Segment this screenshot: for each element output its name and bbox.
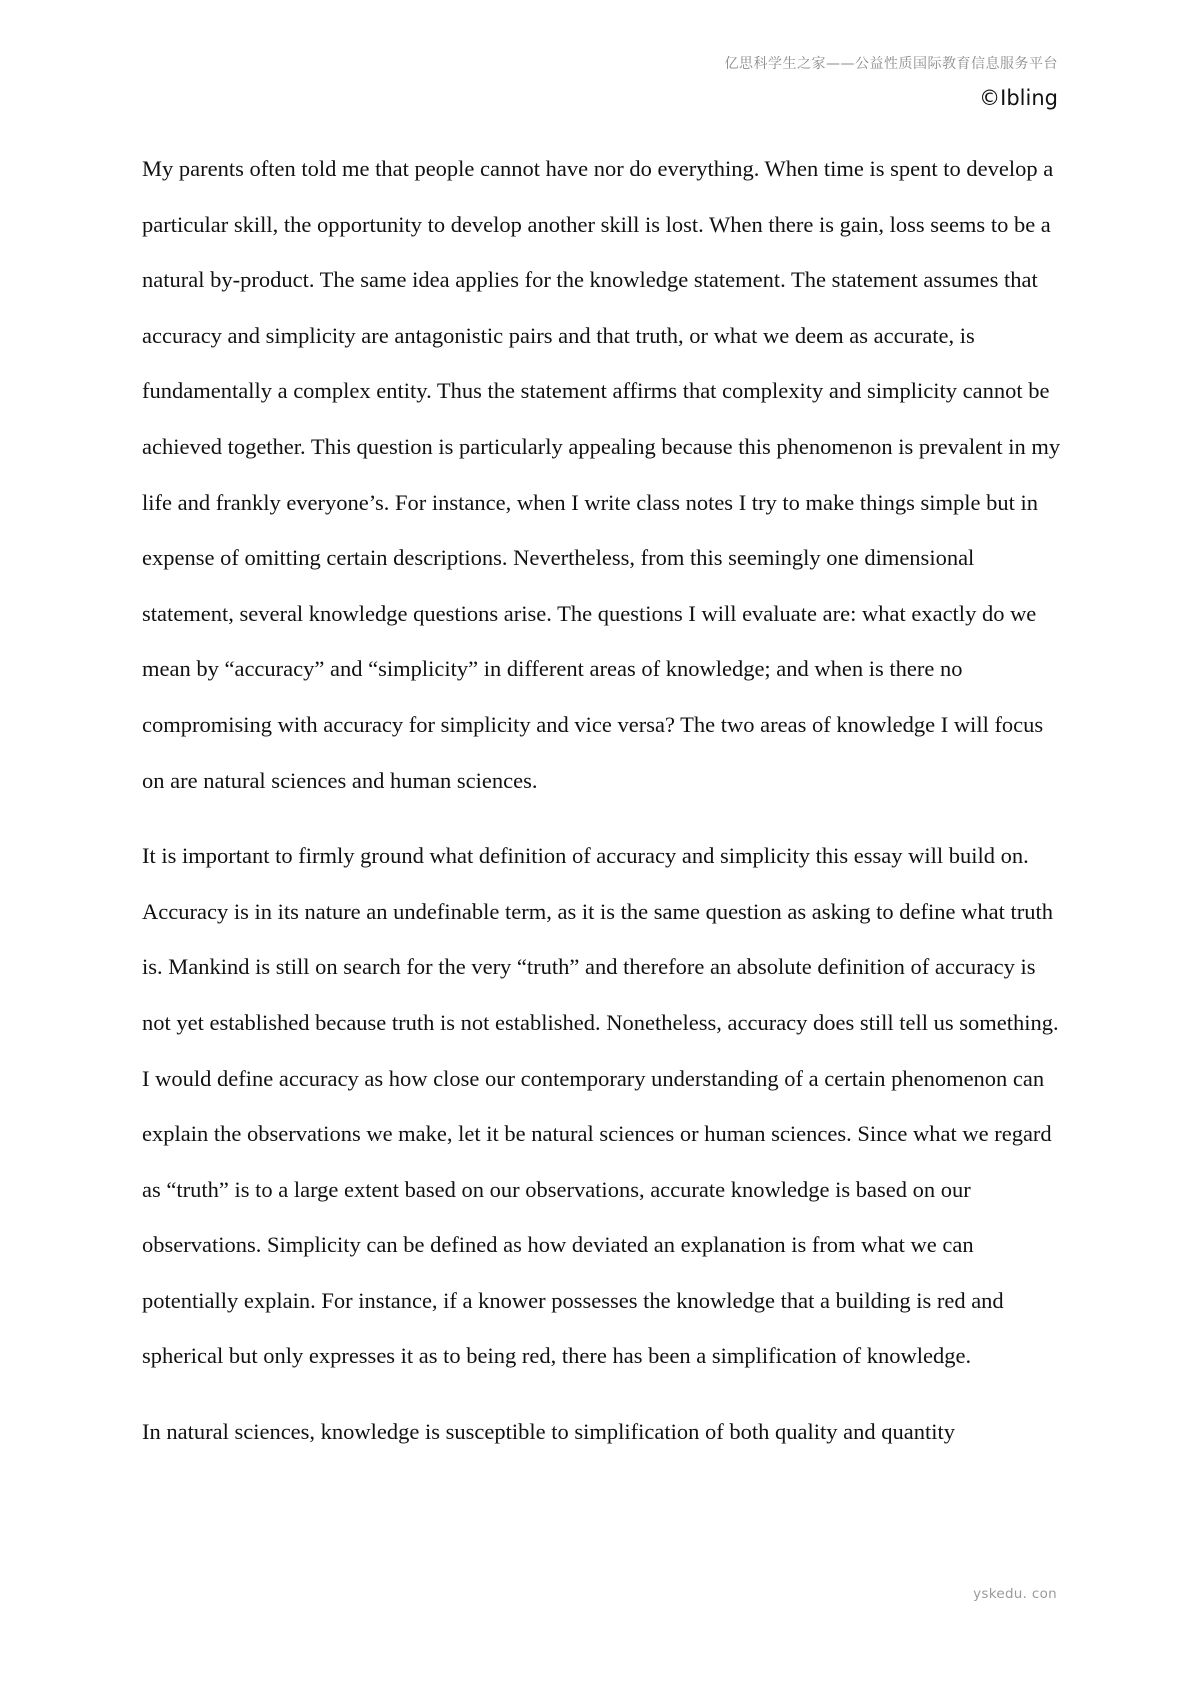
footer-site: yskedu. con bbox=[973, 1586, 1057, 1602]
essay-body bbox=[142, 141, 1062, 1480]
paragraph-1: My parents often told me that people cannot have nor do everything. When time is spent to develop a particular skill, the opportunity to develop another skill is lost. When there is gain, loss seems to be a natural by-product. The same idea applies for the knowledge statement. The statement assumes that accuracy and simplicity are antagonistic pairs and that truth, or what we deem as accurate, is fundamentally a complex entity. Thus the statement affirms that complexity and simplicity cannot be achieved together. This question is particularly appealing because this phenomenon is prevalent in my life and frankly everyone’s. For instance, when I write class notes I try to make things simple but in expense of omitting certain descriptions. Nevertheless, from this seemingly one dimensional statement, several knowledge questions arise. The questions I will evaluate are: what exactly do we mean by “accuracy” and “simplicity” in different areas of knowledge; and when is there no compromising with accuracy for simplicity and vice versa? The two areas of knowledge I will focus on are natural sciences and human sciences. bbox=[142, 156, 1061, 793]
header-copyright: ©Ibling bbox=[979, 86, 1058, 110]
paragraph-3: In natural sciences, knowledge is susceptible to simplification of both quality and quantity bbox=[142, 1419, 955, 1445]
header-site-line: 亿思科学生之家——公益性质国际教育信息服务平台 bbox=[724, 56, 1058, 72]
paragraph-2: It is important to firmly ground what definition of accuracy and simplicity this essay will build on. Accuracy is in its nature an undefinable term, as it is the same question as asking to define what truth is. Mankind is still on search for the very “truth” and therefore an absolute definition of accuracy is not yet established because truth is not established. Nonetheless, accuracy does still tell us something. I would define accuracy as how close our contemporary understanding of a certain phenomenon can explain the observations we make, let it be natural sciences or human sciences. Since what we regard as “truth” is to a large extent based on our observations, accurate knowledge is based on our observations. Simplicity can be defined as how deviated an explanation is from what we can potentially explain. For instance, if a knower possesses the knowledge that a building is red and spherical but only expresses it as to being red, there has been a simplification of knowledge. bbox=[142, 843, 1059, 1369]
